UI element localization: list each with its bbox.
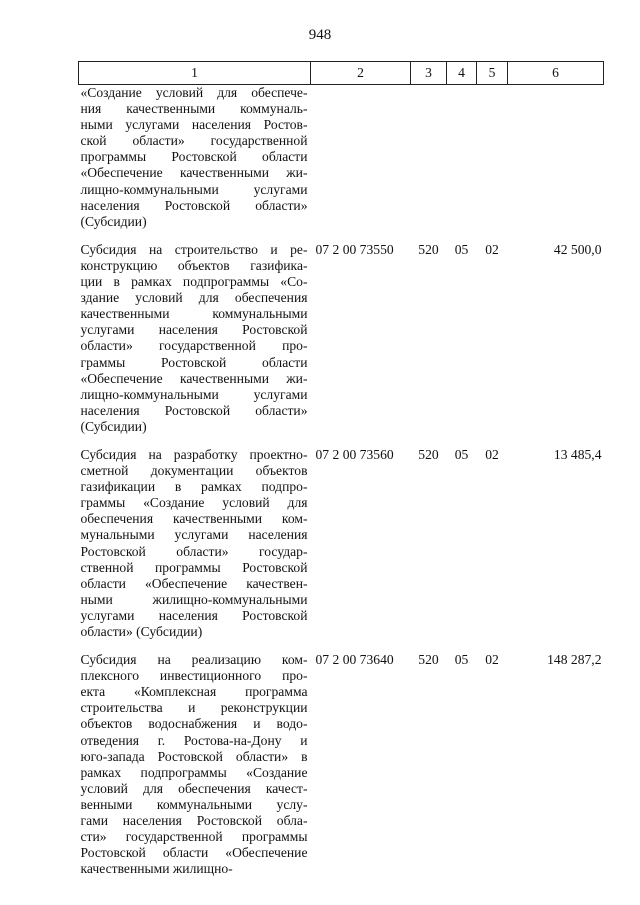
- budget-table: [78, 61, 604, 877]
- subsection-code-cell: [477, 85, 508, 230]
- expense-name-line: Субсидия на строительство и ре-: [80, 241, 308, 257]
- column-header: 5: [477, 62, 508, 85]
- expense-name-line: условий для обеспечения качест-: [80, 780, 308, 796]
- target-article-code-cell: 07 2 00 73640: [315, 652, 394, 668]
- expense-name-line: граммы «Создание условий для: [80, 495, 308, 511]
- expense-name-line: лищно-коммунальными услугами: [80, 386, 308, 402]
- section-code-cell: 05: [454, 446, 469, 462]
- spacer-cell: [79, 640, 311, 652]
- expense-name-line: объектов водоснабжения и водо-: [80, 716, 308, 732]
- section-code-cell: [447, 85, 477, 230]
- spacer-cell: [447, 230, 477, 242]
- expense-name-line: конструкцию объектов газифика-: [80, 257, 308, 273]
- spacer-cell: [447, 640, 477, 652]
- expense-name-line: екта «Комплексная программа: [80, 684, 308, 700]
- spacer-cell: [79, 230, 311, 242]
- expense-name-line: ции в рамках подпрограммы «Со-: [80, 274, 308, 290]
- amount-cell: 148 287,2: [547, 652, 602, 668]
- expense-name-line: мунальными услугами населения: [80, 527, 308, 543]
- expense-name-line: гами населения Ростовской обла-: [80, 813, 308, 829]
- table-row: [79, 652, 604, 877]
- amount-cell: 42 500,0: [553, 241, 602, 257]
- expense-name-line: плексного инвестиционного про-: [80, 668, 308, 684]
- expense-name-line: области» (Субсидии): [80, 624, 203, 639]
- expense-name-line: граммы Ростовской области: [80, 354, 308, 370]
- spacer-cell: [311, 435, 411, 447]
- expense-name-line: сти» государственной программы: [80, 829, 308, 845]
- expense-name-line: Субсидия на разработку проектно-: [80, 446, 308, 462]
- expense-type-code-cell: [411, 85, 447, 230]
- table-row: [79, 447, 604, 640]
- spacer-cell: [477, 435, 508, 447]
- table-header-row: [79, 62, 604, 85]
- expense-type-code-cell: 520: [418, 241, 439, 257]
- expense-name-line: ской области» государственной: [80, 133, 308, 149]
- spacer-cell: [477, 230, 508, 242]
- row-spacer: [79, 435, 604, 447]
- expense-name-line: юго-запада Ростовской области» в: [80, 748, 308, 764]
- amount-cell: 13 485,4: [553, 446, 602, 462]
- expense-name-line: здание условий для обеспечения: [80, 290, 308, 306]
- expense-name-line: Ростовской области» государ-: [80, 543, 308, 559]
- row-spacer: [79, 640, 604, 652]
- expense-name-line: рамках подпрограммы «Создание: [80, 764, 308, 780]
- column-header: 4: [447, 62, 477, 85]
- expense-name-line: программы Ростовской области: [80, 149, 308, 165]
- expense-name-line: ния качественными коммуналь-: [80, 101, 308, 117]
- column-header: 2: [311, 62, 411, 85]
- expense-name-line: «Обеспечение качественными жи-: [80, 165, 308, 181]
- section-code-cell: 05: [454, 652, 469, 668]
- amount-cell: [508, 85, 604, 230]
- expense-name-line: газификации в рамках подпро-: [80, 479, 308, 495]
- expense-name-line: населения Ростовской области»: [80, 197, 308, 213]
- spacer-cell: [411, 435, 447, 447]
- expense-name-line: услугами населения Ростовской: [80, 607, 308, 623]
- expense-name-line: Субсидия на реализацию ком-: [80, 652, 308, 668]
- column-header: 1: [79, 62, 311, 85]
- column-header: 6: [508, 62, 604, 85]
- spacer-cell: [311, 640, 411, 652]
- spacer-cell: [508, 435, 604, 447]
- section-code-cell: 05: [454, 241, 469, 257]
- spacer-cell: [411, 640, 447, 652]
- expense-name-line: Ростовской области «Обеспечение: [80, 845, 308, 861]
- expense-name-cell: [79, 652, 311, 877]
- spacer-cell: [508, 640, 604, 652]
- expense-name-line: услугами населения Ростовской: [80, 322, 308, 338]
- spacer-cell: [508, 230, 604, 242]
- target-article-code-cell: 07 2 00 73550: [315, 241, 394, 257]
- expense-name-line: качественными коммунальными: [80, 306, 308, 322]
- expense-name-line: отведения г. Ростова-на-Дону и: [80, 732, 308, 748]
- subsection-code-cell: 02: [485, 446, 499, 462]
- expense-type-code-cell: 520: [418, 652, 439, 668]
- expense-name-line: обеспечения качественными ком-: [80, 511, 308, 527]
- expense-name-line: ными услугами населения Ростов-: [80, 117, 308, 133]
- expense-name-line: строительства и реконструкции: [80, 700, 308, 716]
- expense-name-cell: [79, 85, 311, 230]
- expense-name-line: (Субсидии): [80, 418, 147, 434]
- spacer-cell: [447, 435, 477, 447]
- expense-name-line: ными жилищно-коммунальными: [80, 591, 308, 607]
- expense-name-line: ственной программы Ростовской: [80, 559, 308, 575]
- expense-name-line: качественными жилищно-: [80, 861, 233, 877]
- spacer-cell: [311, 230, 411, 242]
- expense-name-line: «Обеспечение качественными жи-: [80, 370, 308, 386]
- subsection-code-cell: 02: [485, 652, 499, 668]
- expense-name-line: населения Ростовской области»: [80, 402, 308, 418]
- spacer-cell: [411, 230, 447, 242]
- expense-name-line: сметной документации объектов: [80, 463, 308, 479]
- expense-name-line: лищно-коммунальными услугами: [80, 181, 308, 197]
- expense-name-line: области «Обеспечение качествен-: [80, 575, 308, 591]
- subsection-code-cell: 02: [485, 241, 499, 257]
- column-header: 3: [411, 62, 447, 85]
- table-row: [79, 85, 604, 230]
- row-spacer: [79, 230, 604, 242]
- target-article-code-cell: [311, 85, 411, 230]
- spacer-cell: [79, 435, 311, 447]
- expense-name-line: области» государственной про-: [80, 338, 308, 354]
- page-number: 948: [308, 27, 332, 43]
- expense-name-cell: [79, 242, 311, 435]
- table-row: [79, 242, 604, 435]
- expense-type-code-cell: 520: [418, 446, 439, 462]
- spacer-cell: [477, 640, 508, 652]
- expense-name-line: венными коммунальными услу-: [80, 796, 308, 812]
- table-body: [79, 85, 604, 878]
- expense-name-line: «Создание условий для обеспече-: [80, 85, 308, 100]
- expense-name-cell: [79, 447, 311, 640]
- target-article-code-cell: 07 2 00 73560: [315, 446, 394, 462]
- expense-name-line: (Субсидии): [80, 213, 147, 229]
